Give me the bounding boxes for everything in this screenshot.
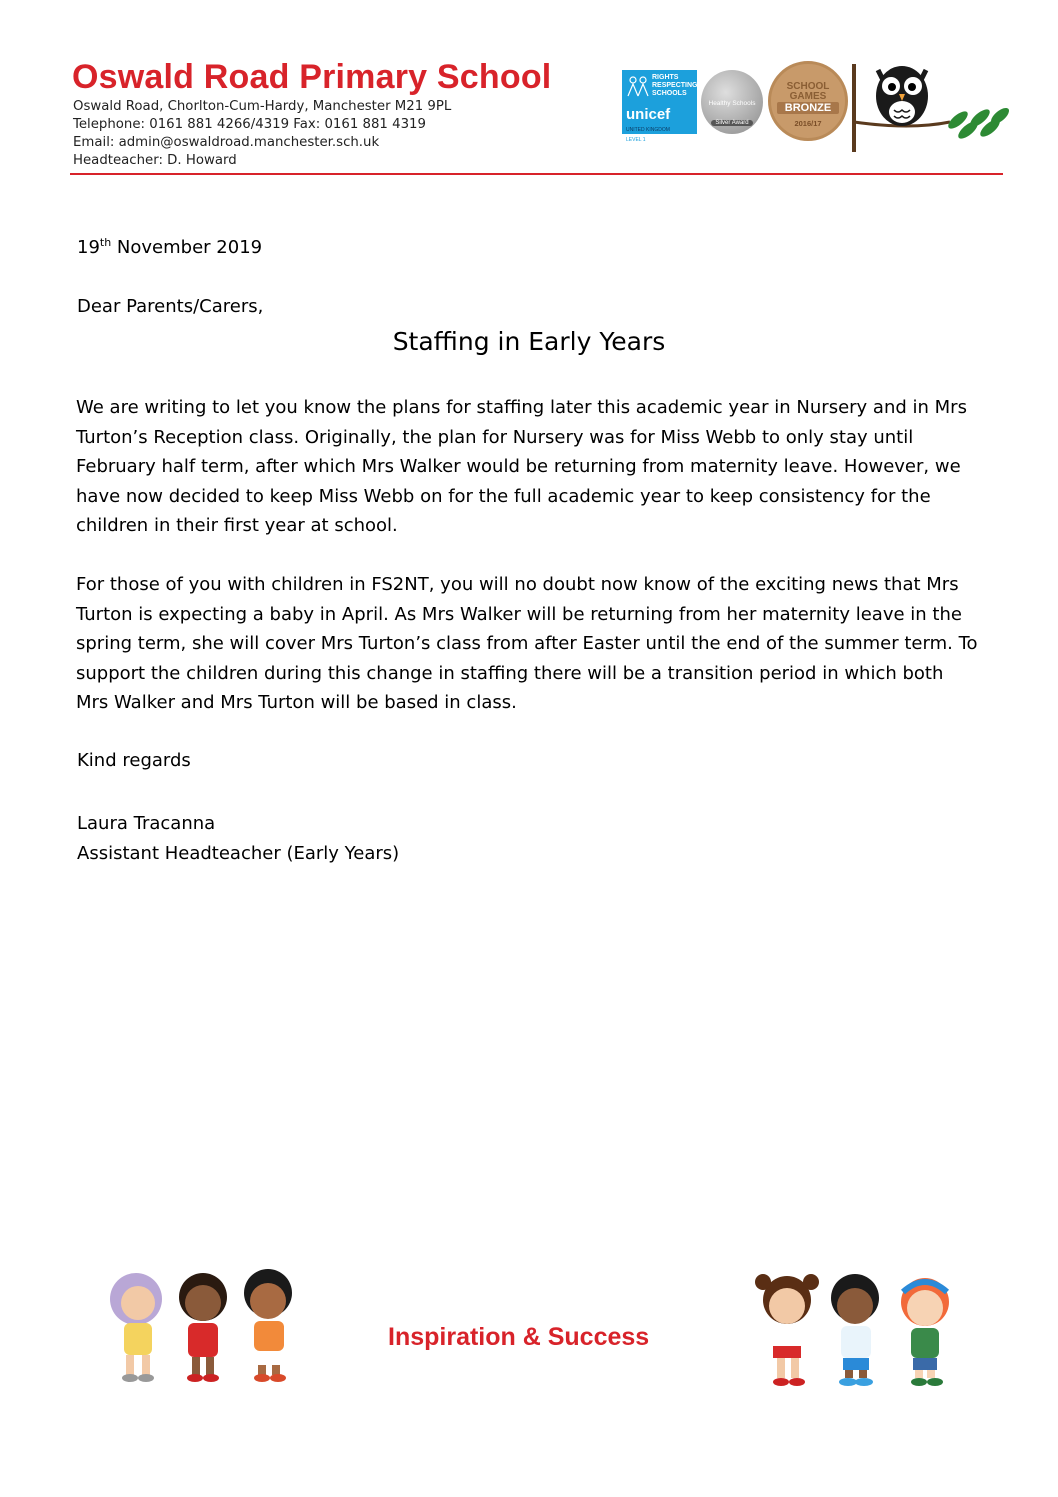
- signatory-name: Laura Tracanna: [77, 813, 216, 834]
- email: Email: admin@oswaldroad.manchester.sch.uk: [73, 135, 380, 150]
- owl-branch-icon: [850, 60, 1010, 155]
- rrs-level: LEVEL 1: [626, 137, 646, 143]
- letter-date: 19th November 2019: [77, 236, 263, 258]
- rights-respecting-text: RIGHTS RESPECTING SCHOOLS: [652, 74, 698, 97]
- paragraph-1: We are writing to let you know the plans for staffing later this academic year in Nursery and in Mrs Turton’s Reception class. Originally, the plan for Nursery was for Miss Webb to only stay until February half term, after which Mrs Walker would be returning from maternity leave. However, we have now decided to keep Miss Webb on for the full academic year to keep consistency for the children in their first year at school.: [76, 397, 967, 537]
- headteacher: Headteacher: D. Howard: [73, 153, 237, 168]
- contact-block: [73, 98, 451, 170]
- header-divider: [70, 173, 1003, 175]
- school-name: Oswald Road Primary School: [72, 58, 552, 96]
- letterhead: [70, 58, 1005, 178]
- paragraph-2: For those of you with children in FS2NT, you will no doubt now know of the exciting news that Mrs Turton is expecting a baby in April. As Mrs Walker will be returning from her maternity leave in the spring term, she will cover Mrs Turton’s class from after Easter until the end of the summer term. To support the children during this change in staffing there will be a transition period in which both Mrs Walker and Mrs Turton will be based in class.: [76, 574, 978, 714]
- telephone: Telephone: 0161 881 4266/4319 Fax: 0161 881 4319: [73, 117, 426, 132]
- unicef-logo: unicef: [626, 106, 671, 123]
- unicef-sub: UNITED KINGDOM: [626, 127, 670, 133]
- children-illustration-left: [98, 1265, 313, 1385]
- school-games-badge: SCHOOL GAMES BRONZE 2016/17: [768, 61, 848, 141]
- rights-respecting-icon: [626, 74, 650, 100]
- greeting: Dear Parents/Carers,: [77, 296, 264, 317]
- rights-respecting-badge: [622, 70, 698, 143]
- signature-block: [77, 809, 399, 868]
- school-motto: Inspiration & Success: [388, 1323, 650, 1351]
- healthy-schools-badge: Healthy Schools Silver Award: [701, 70, 763, 134]
- address: Oswald Road, Chorlton-Cum-Hardy, Manchester M21 9PL: [73, 99, 452, 114]
- closing: Kind regards: [77, 750, 191, 771]
- signatory-role: Assistant Headteacher (Early Years): [77, 842, 400, 864]
- children-illustration-right: [747, 1268, 967, 1390]
- letter-title: Staffing in Early Years: [392, 327, 666, 356]
